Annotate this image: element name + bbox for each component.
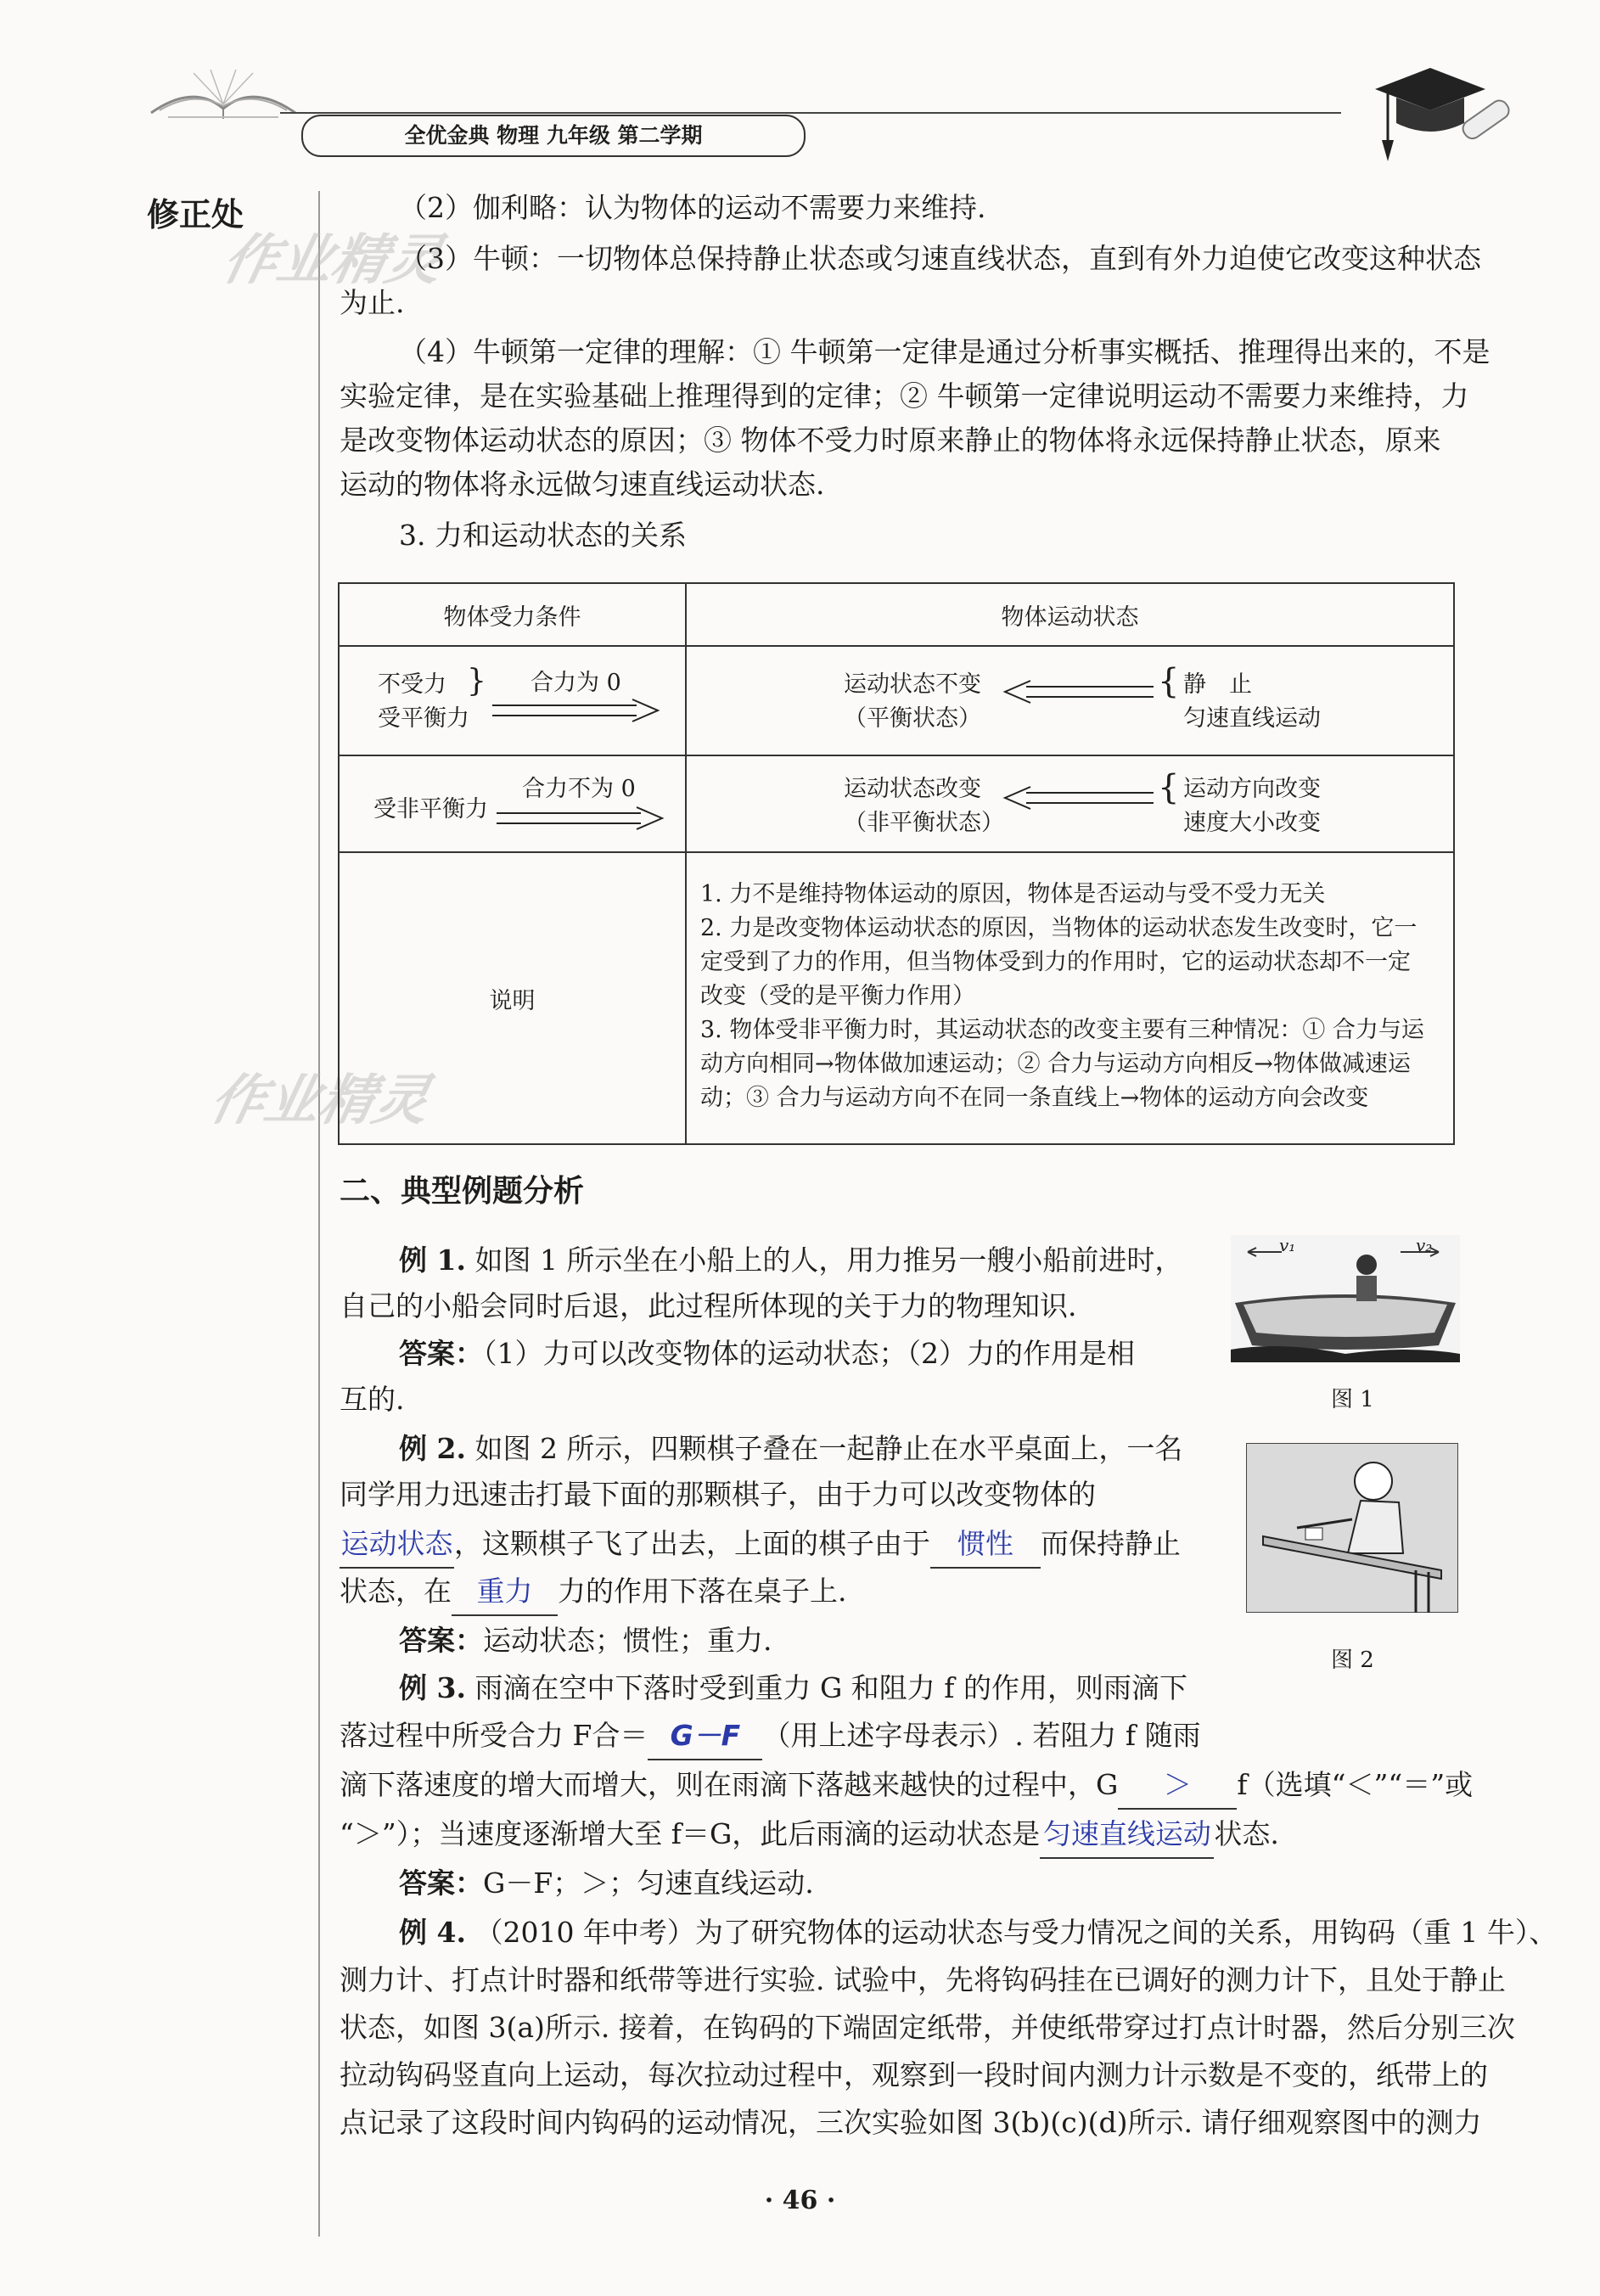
example-4-line4: 拉动钩码竖直向上运动，每次拉动过程中，观察到一段时间内测力计示数是不变的，纸带上的 xyxy=(340,2058,1488,2091)
example-2-text: 力的作用下落在桌子上. xyxy=(558,1575,847,1608)
answer-text: G－F；＞；匀速直线运动. xyxy=(483,1867,814,1900)
example-1-line2: 自己的小船会同时后退，此过程所体现的关于力的物理知识. xyxy=(340,1289,1077,1322)
example-2-answer xyxy=(399,1618,772,1664)
brace-left: { xyxy=(1158,662,1180,701)
example-3-answer xyxy=(399,1861,814,1906)
double-arrow-left-icon xyxy=(1001,679,1154,705)
figure-1-boat xyxy=(1231,1235,1460,1362)
force-motion-table xyxy=(338,582,1455,1145)
example-3-line4 xyxy=(340,1811,1279,1859)
graduation-cap-icon xyxy=(1358,59,1519,170)
example-1-line1 xyxy=(399,1238,1182,1283)
state-balanced-note: （平衡状态） xyxy=(844,705,981,732)
blank-comparison[interactable]: ＞ xyxy=(1118,1762,1237,1810)
example-3-text: 落过程中所受合力 F合＝ xyxy=(340,1719,648,1752)
state-unbalanced-note: （非平衡状态） xyxy=(844,810,1004,836)
table-row1-condition xyxy=(339,646,686,755)
double-arrow-right-icon xyxy=(497,806,666,831)
example-2-line2: 同学用力迅速击打最下面的那颗棋子，由于力可以改变物体的 xyxy=(340,1478,1096,1511)
figure-2-chess xyxy=(1246,1443,1458,1613)
watermark-top: 作业精灵 xyxy=(216,229,448,292)
example-4-line1 xyxy=(399,1910,1557,1956)
example-1-label: 例 1. xyxy=(399,1243,466,1277)
table-row2-condition xyxy=(339,755,686,852)
example-2-text: ，这颗棋子飞了出去，上面的棋子由于 xyxy=(454,1527,930,1560)
example-4-label: 例 4. xyxy=(399,1916,466,1949)
table-row3-label: 说明 xyxy=(339,852,686,1144)
double-arrow-right-icon xyxy=(492,698,662,723)
example-2-line4 xyxy=(340,1569,847,1616)
answer-label: 答案： xyxy=(399,1867,483,1900)
blank-motion-state[interactable]: 运动状态 xyxy=(340,1521,454,1569)
velocity-v1-label: v₁ xyxy=(1279,1235,1296,1255)
example-1-answer xyxy=(399,1331,1135,1377)
paragraph-law-3: 是改变物体运动状态的原因；③ 物体不受力时原来静止的物体将永远保持静止状态，原来 xyxy=(340,424,1441,457)
example-3-label: 例 3. xyxy=(399,1671,466,1704)
table-header-condition: 物体受力条件 xyxy=(339,583,686,646)
page-number: · 46 · xyxy=(764,2186,836,2215)
open-book-icon xyxy=(143,66,304,126)
result-uniform-motion: 匀速直线运动 xyxy=(1183,705,1321,732)
state-changed: 运动状态改变 xyxy=(844,776,981,802)
note-line: 2. 力是改变物体运动状态的原因，当物体的运动状态发生改变时，它一 xyxy=(700,915,1418,941)
example-2-line1 xyxy=(399,1426,1182,1472)
blank-gravity[interactable]: 重力 xyxy=(452,1569,558,1616)
blank-final-state[interactable]: 匀速直线运动 xyxy=(1040,1811,1214,1859)
example-3-text: （用上述字母表示）. 若阻力 f 随雨 xyxy=(762,1719,1201,1752)
result-direction-change: 运动方向改变 xyxy=(1183,776,1321,802)
figure-1-caption: 图 1 xyxy=(1331,1387,1374,1412)
example-3-text: “＞”）；当速度逐渐增大至 f＝G，此后雨滴的运动状态是 xyxy=(340,1817,1041,1850)
example-2-text: 状态，在 xyxy=(340,1575,452,1608)
paragraph-newton-1: （3）牛顿：一切物体总保持静止状态或匀速直线状态，直到有外力迫使它改变这种状态 xyxy=(399,242,1481,275)
double-arrow-left-icon xyxy=(1001,785,1154,811)
cond-balanced-force: 受平衡力 xyxy=(378,705,469,732)
example-3-text: f（选填“＜”“＝”或 xyxy=(1237,1768,1474,1801)
answer-text: 运动状态；惯性；重力. xyxy=(483,1624,772,1657)
note-line: 改变（受的是平衡力作用） xyxy=(700,983,975,1009)
margin-rule xyxy=(318,191,320,2237)
header-rule xyxy=(280,112,1341,114)
blank-inertia[interactable]: 惯性 xyxy=(930,1521,1041,1569)
velocity-v2-label: v₂ xyxy=(1416,1235,1433,1255)
cond-unbalanced-force: 受非平衡力 xyxy=(373,796,488,822)
note-line: 动方向相同→物体做加速运动；② 合力与运动方向相反→物体做减速运 xyxy=(700,1051,1411,1077)
chess-strike-figure xyxy=(1246,1443,1458,1613)
example-4-line5: 点记录了这段时间内钩码的运动情况，三次实验如图 3(b)(c)(d)所示. 请仔细观察图中的测力 xyxy=(340,2106,1482,2139)
paragraph-law-4: 运动的物体将永远做匀速直线运动状态. xyxy=(340,468,825,501)
example-3-line3 xyxy=(340,1762,1473,1810)
note-line: 1. 力不是维持物体运动的原因，物体是否运动与受不受力无关 xyxy=(700,881,1326,907)
example-3-text: 滴下落速度的增大而增大，则在雨滴下落越来越快的过程中，G xyxy=(340,1768,1119,1801)
table-header-state: 物体运动状态 xyxy=(686,583,1454,646)
example-4-text: （2010 年中考）为了研究物体的运动状态与受力情况之间的关系，用钩码（重 1 牛）、 xyxy=(474,1916,1558,1949)
result-speed-change: 速度大小改变 xyxy=(1183,810,1321,836)
arrow-label-zero: 合力为 0 xyxy=(531,670,621,696)
paragraph-newton-2: 为止. xyxy=(340,286,405,319)
figure-2-caption: 图 2 xyxy=(1331,1648,1374,1673)
note-line: 3. 物体受非平衡力时，其运动状态的改变主要有三种情况：① 合力与运 xyxy=(700,1017,1424,1043)
item-heading-3: 3. 力和运动状态的关系 xyxy=(399,519,687,552)
paragraph-law-2: 实验定律，是在实验基础上推理得到的定律；② 牛顿第一定律说明运动不需要力来维持，力 xyxy=(340,379,1469,413)
brace-right: } xyxy=(467,664,486,699)
watermark-mid: 作业精灵 xyxy=(204,1069,435,1132)
note-line: 定受到了力的作用，但当物体受到力的作用时，它的运动状态却不一定 xyxy=(700,949,1411,975)
answer-label: 答案： xyxy=(399,1624,483,1657)
answer-text: （1）力可以改变物体的运动状态；（2）力的作用是相 xyxy=(483,1337,1135,1370)
example-4-line2: 测力计、打点计时器和纸带等进行实验. 试验中，先将钩码挂在已调好的测力计下，且处于静止 xyxy=(340,1963,1506,1996)
example-2-line3 xyxy=(340,1521,1181,1569)
note-line: 动；③ 合力与运动方向不在同一条直线上→物体的运动方向会改变 xyxy=(700,1085,1369,1111)
example-3-text: 状态. xyxy=(1214,1817,1279,1850)
example-2-label: 例 2. xyxy=(399,1432,466,1465)
example-1-answer-cont: 互的. xyxy=(340,1383,405,1416)
example-1-text: 如图 1 所示坐在小船上的人，用力推另一艘小船前进时， xyxy=(474,1243,1183,1277)
arrow-label-nonzero: 合力不为 0 xyxy=(522,776,636,802)
brace-left: { xyxy=(1158,768,1180,807)
correction-margin-label: 修正处 xyxy=(147,196,244,233)
example-2-text: 如图 2 所示，四颗棋子叠在一起静止在水平桌面上，一名 xyxy=(474,1432,1183,1465)
result-rest: 静 止 xyxy=(1183,671,1252,698)
state-unchanged: 运动状态不变 xyxy=(844,671,981,698)
blank-net-force[interactable]: G－F xyxy=(648,1713,762,1760)
answer-label: 答案： xyxy=(399,1337,483,1370)
table-row1-state xyxy=(686,646,1454,755)
header-title: 全优金典 物理 九年级 第二学期 xyxy=(301,115,806,157)
paragraph-law-1: （4）牛顿第一定律的理解：① 牛顿第一定律是通过分析事实概括、推理得出来的，不是 xyxy=(399,335,1491,368)
table-row3-notes xyxy=(686,852,1454,1144)
paragraph-galileo: （2）伽利略：认为物体的运动不需要力来维持. xyxy=(399,191,986,224)
example-2-text: 而保持静止 xyxy=(1041,1527,1181,1560)
example-3-text: 雨滴在空中下落时受到重力 G 和阻力 f 的作用，则雨滴下 xyxy=(474,1671,1187,1704)
example-3-line2 xyxy=(340,1713,1201,1760)
section-title: 二、典型例题分析 xyxy=(340,1174,585,1209)
cond-no-force: 不受力 xyxy=(378,671,446,698)
example-3-line1 xyxy=(399,1665,1187,1711)
example-4-line3: 状态，如图 3(a)所示. 接着，在钩码的下端固定纸带，并使纸带穿过打点计时器，然后分别三次 xyxy=(340,2011,1515,2044)
table-row2-state xyxy=(686,755,1454,852)
